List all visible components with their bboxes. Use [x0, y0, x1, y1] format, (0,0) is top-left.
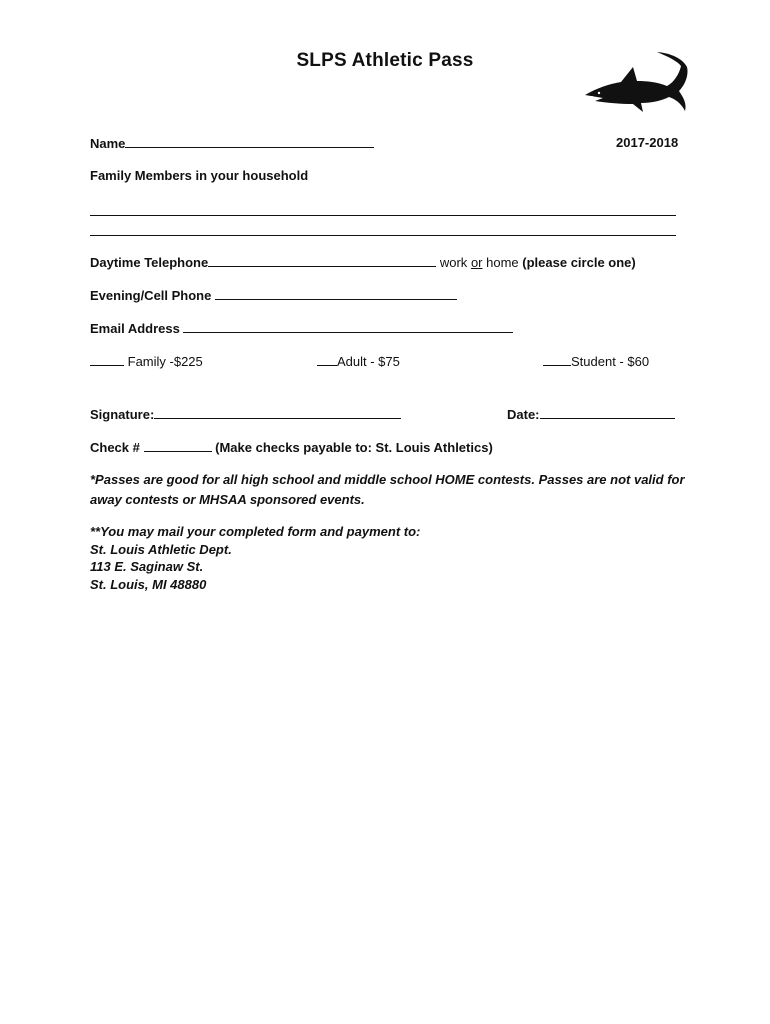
name-row: [90, 135, 374, 151]
check-label: Check #: [90, 440, 140, 455]
daytime-phone-row: [90, 254, 636, 270]
daytime-phone-field[interactable]: [208, 254, 436, 267]
evening-phone-row: [90, 287, 457, 303]
adult-pass-blank[interactable]: [317, 353, 337, 366]
family-members-line-1[interactable]: [90, 215, 676, 216]
email-label: Email Address: [90, 321, 180, 336]
check-number-field[interactable]: [144, 439, 212, 452]
daytime-phone-label: Daytime Telephone: [90, 255, 209, 270]
family-pass-blank[interactable]: [90, 353, 124, 366]
or-text: or: [470, 255, 483, 270]
date-field[interactable]: [540, 406, 675, 419]
page-title: SLPS Athletic Pass: [296, 50, 474, 71]
signature-field[interactable]: [154, 406, 401, 419]
student-pass-option: [543, 353, 649, 369]
email-field[interactable]: [183, 320, 513, 333]
adult-pass-label: Adult - $75: [337, 354, 400, 369]
student-pass-blank[interactable]: [543, 353, 571, 366]
check-row: [90, 439, 493, 455]
work-option[interactable]: work: [439, 255, 468, 270]
mailing-info: [90, 523, 420, 593]
signature-row: [90, 406, 401, 422]
name-field[interactable]: [125, 135, 374, 148]
home-option[interactable]: home: [486, 255, 519, 270]
email-row: [90, 320, 513, 336]
mail-intro: **You may mail your completed form and payment to:: [90, 524, 421, 539]
evening-phone-field[interactable]: [215, 287, 457, 300]
name-label: Name: [90, 136, 126, 151]
passes-note: *Passes are good for all high school and middle school HOME contests. Passes are not valid for away contests or MHSAA sponsored events.: [90, 472, 685, 507]
date-row: [507, 406, 675, 422]
evening-phone-label: Evening/Cell Phone: [90, 288, 212, 303]
school-year: 2017-2018: [616, 135, 679, 150]
family-members-label: Family Members in your household: [90, 168, 309, 183]
date-label: Date:: [507, 407, 540, 422]
circle-note: (please circle one): [522, 255, 636, 270]
family-pass-label: Family -$225: [127, 354, 203, 369]
address-line-2: 113 E. Saginaw St.: [90, 559, 204, 574]
check-payable-note: (Make checks payable to: St. Louis Athletics): [215, 440, 493, 455]
family-pass-option: [90, 353, 203, 369]
address-line-1: St. Louis Athletic Dept.: [90, 541, 232, 557]
shark-icon: [583, 51, 691, 121]
family-members-line-2[interactable]: [90, 235, 676, 236]
signature-label: Signature:: [90, 407, 155, 422]
student-pass-label: Student - $60: [571, 354, 650, 369]
adult-pass-option: [317, 353, 400, 369]
address-line-3: St. Louis, MI 48880: [90, 576, 207, 592]
